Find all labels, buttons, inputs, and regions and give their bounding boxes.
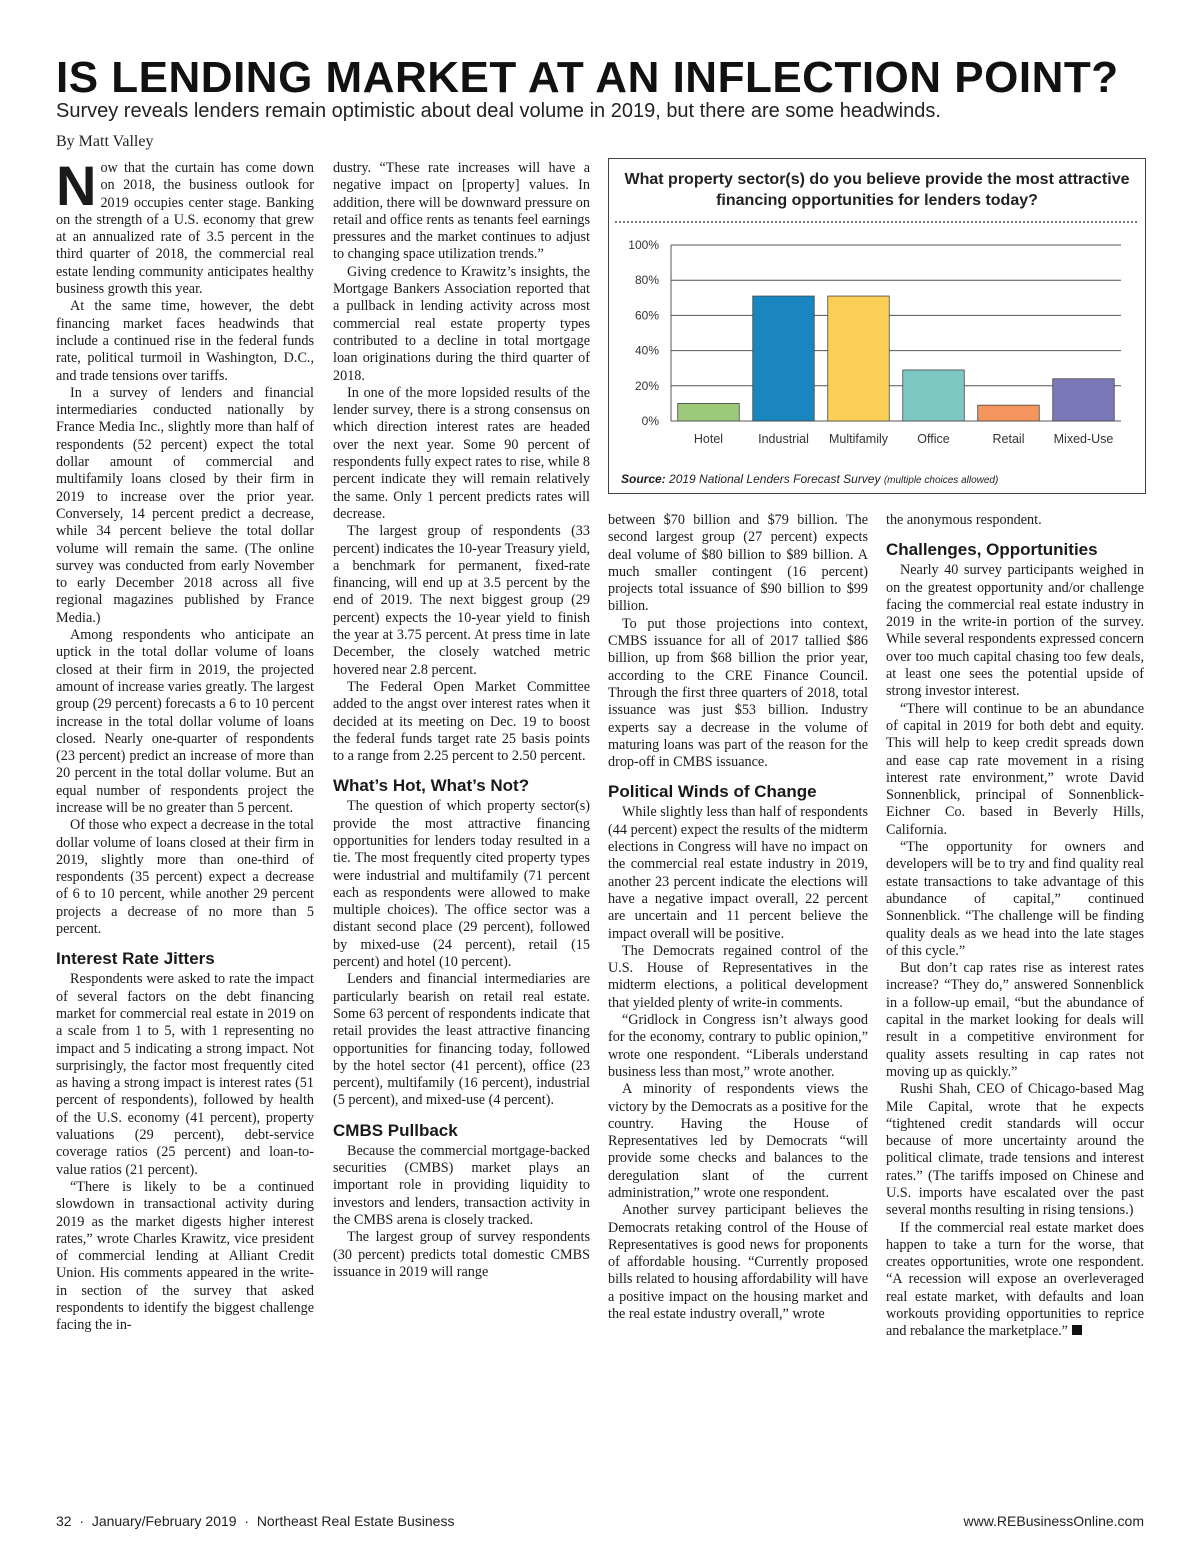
page-number: 32 xyxy=(56,1513,72,1529)
x-tick-label: Hotel xyxy=(693,432,724,446)
chart-source-label: Source: xyxy=(621,472,666,486)
paragraph: between $70 billion and $79 billion. The second largest group (27 percent) expects deal volume of $80 billion to $89 billion. A much smaller contingent (16 percent) projects total issuance of $90 billion to $99 billion. xyxy=(608,512,868,615)
y-tick-label: 60% xyxy=(634,308,659,323)
paragraph: The largest group of survey respondents (30 percent) predicts total domestic CMBS issuance in 2019 will range xyxy=(333,1229,590,1280)
paragraph: Of those who expect a decrease in the total dollar volume of loans closed at their firm in 2019, slightly more than one-third of respondents (35 percent) expect a decrease of 6 to 10 percent, while another 29 percent projects a decrease of no more than 5 percent. xyxy=(56,817,314,938)
footer-separator: · xyxy=(244,1513,250,1529)
paragraph: Now that the curtain has come down on 2018, the business outlook for 2019 occupies center stage. Banking on the strength of a U.S. economy that grew at an annualized rate of 3.5 percent in the third quarter of 2018, the commercial real estate lending community anticipates healthy business growth this year. xyxy=(56,154,314,298)
paragraph: Lenders and financial intermediaries are particularly bearish on retail real estate. Some 63 percent of respondents indicate that retail provides the least attractive financing opportunities for financing today, followed by the hotel sector (41 percent), office (23 percent), multifamily (16 percent), industrial (5 percent), and mixed-use (4 percent). xyxy=(333,971,590,1109)
paragraph: Giving credence to Krawitz’s insights, the Mortgage Bankers Association reported that a pullback in lending activity across most commercial real estate property types contributed to a decline in total mortgage loan originations during the third quarter of 2018. xyxy=(333,263,590,384)
paragraph: dustry. “These rate increases will have a negative impact on [property] values. In addition, there will be downward pressure on retail and office rents as tenants feel earnings pressures and the market continues to adjust to changing space utilization trends.” xyxy=(333,160,590,263)
bar-industrial xyxy=(753,296,815,421)
bar-mixed-use xyxy=(1053,379,1115,421)
x-tick-label: Industrial xyxy=(758,432,809,446)
paragraph: “Gridlock in Congress isn’t always good for the economy, contrary to public opinion,” wrote one respondent. “Liberals understand business less than most,” wrote another. xyxy=(608,1012,868,1080)
section-heading: What’s Hot, What’s Not? xyxy=(333,776,530,796)
y-tick-label: 80% xyxy=(634,273,659,288)
section-heading: Political Winds of Change xyxy=(608,782,817,802)
issue-date: January/February 2019 xyxy=(91,1513,237,1529)
headline: IS LENDING MARKET AT AN INFLECTION POINT? xyxy=(56,53,1119,102)
paragraph: But don’t cap rates rise as interest rates increase? “They do,” answered Sonnenblick in a follow-up email, “but the abundance of capital in the market looking for deals will result in a competitive environment for quality assets resulting in cap rates not moving up as quickly.” xyxy=(886,960,1144,1080)
paragraph: Rushi Shah, CEO of Chicago-based Mag Mile Capital, wrote that he expects “tightened credit standards will occur because of more uncertainty around the political climate, trade tensions and interest rates.” (The tariffs imposed on Chinese and U.S. imports have escalated over the past several months resulting in rising tensions.) xyxy=(886,1081,1144,1219)
article-column-3 xyxy=(608,512,868,1323)
paragraph: Among respondents who anticipate an uptick in the total dollar volume of loans closed at their firm in 2019, the projected amount of increase varies greatly. The largest group (29 percent) forecasts a 6 to 10 percent increase in the total dollar volume of loans closed. Nearly one-quarter of respondents (23 percent) predict an increase of more than 20 percent in the total dollar volume. But an equal number of respondents project the increase will be no greater than 5 percent. xyxy=(56,627,314,816)
x-tick-label: Retail xyxy=(992,432,1025,446)
paragraph: Nearly 40 survey participants weighed in on the greatest opportunity and/or challenge facing the commercial real estate industry in 2019 in the write-in portion of the survey. While several respondents expressed concern over too much capital chasing too few deals, at least one sees the potential upside of strong investor interest. xyxy=(886,562,1144,700)
bar-chart xyxy=(609,229,1145,459)
y-tick-label: 0% xyxy=(641,414,659,428)
article-column-4 xyxy=(886,512,1144,1341)
paragraph: The Democrats regained control of the U.S. House of Representatives in the midterm elections, a political development that yielded plenty of write-in comments. xyxy=(608,942,868,1011)
website-link[interactable]: www.REBusinessOnline.com xyxy=(963,1513,1144,1529)
chart-source-note: (multiple choices allowed) xyxy=(883,475,999,486)
paragraph: To put those projections into context, CMBS issuance for all of 2017 tallied $86 billion, up from $68 billion the prior year, according to the CRE Finance Council. Through the first three quarters of 2018, total issuance was just $53 billion. Industry experts say a decrease in the volume of maturing loans was part of the reason for the drop-off in CMBS issuance. xyxy=(608,615,868,771)
article-column-1 xyxy=(56,154,314,1335)
paragraph: “The opportunity for owners and developers will be to try and find quality real estate transactions to take advantage of this abundance of capital,” continued Sonnenblick. “The challenge will be finding quality deals as we head into the late stages of this cycle.” xyxy=(886,839,1144,959)
y-tick-label: 40% xyxy=(634,343,659,358)
bar-retail xyxy=(978,405,1040,421)
end-mark xyxy=(1072,1325,1082,1335)
bar-multifamily xyxy=(828,296,890,421)
drop-cap: N xyxy=(56,154,97,217)
bar-hotel xyxy=(678,403,740,421)
paragraph: The question of which property sector(s) provide the most attractive financing opportunities for lenders today resulted in a tie. The most frequently cited property types were industrial and multifamily (71 percent each as respondents were allowed to make multiple choices). The office sector was a distant second place (29 percent), followed by mixed-use (24 percent), retail (15 percent) and hotel (10 percent). xyxy=(333,798,590,971)
y-tick-label: 20% xyxy=(634,378,659,393)
paragraph: the anonymous respondent. xyxy=(886,512,1042,528)
chart-title: What property sector(s) do you believe provide the most attractive financing opportunities for lenders today? xyxy=(624,171,1130,209)
section-heading: CMBS Pullback xyxy=(333,1120,458,1140)
deck-subtitle: Survey reveals lenders remain optimistic about deal volume in 2019, but there are some headwinds. xyxy=(56,100,941,122)
chart-source-text: 2019 National Lenders Forecast Survey xyxy=(669,472,881,486)
footer-separator: · xyxy=(79,1513,85,1529)
section-heading: Interest Rate Jitters xyxy=(56,949,215,969)
paragraph: “There is likely to be a continued slowdown in transactional activity during 2019 as the market digests higher interest rates,” wrote Charles Krawitz, vice president of commercial lending at Alliant Credit Union. His comments appeared in the write-in section of the survey that asked respondents to identify the biggest challenge facing the in- xyxy=(56,1178,314,1334)
paragraph: Another survey participant believes the Democrats retaking control of the House of Representatives is good news for proponents of affordable housing. “Currently proposed bills related to housing affordability will have a positive impact on the housing market and the real estate industry overall,” wrote xyxy=(608,1202,868,1323)
paragraph: Because the commercial mortgage-backed securities (CMBS) market plays an important role in providing liquidity to investors and lenders, transaction activity in the CMBS arena is closely tracked. xyxy=(333,1142,590,1228)
paragraph: In a survey of lenders and financial intermediaries conducted nationally by France Media Inc., slightly more than half of respondents (52 percent) expect the total dollar amount of commercial and multifamily loans closed by their firm in 2019 to increase over the prior year. Conversely, 14 percent predict a decrease, while 34 percent believe the total dollar volume will remain the same. (The online survey was conducted from early November to early December 2018 across all five regional magazines published by France Media.) xyxy=(56,384,314,626)
paragraph: At the same time, however, the debt financing market faces headwinds that include a continued rise in the federal funds rate, political turmoil in Washington, D.C., and trade tensions over tariffs. xyxy=(56,298,314,384)
paragraph: The largest group of respondents (33 percent) indicates the 10-year Treasury yield, a benchmark for permanent, fixed-rate financing, will end up at 3.5 percent by the end of 2019. The next biggest group (29 percent) expects the 10-year yield to finish the year at 3.75 percent. At press time in late December, the closely watched metric hovered near 2.8 percent. xyxy=(333,523,590,678)
bar-office xyxy=(903,370,965,421)
paragraph: While slightly less than half of respondents (44 percent) expect the results of the midterm elections in Congress will have no impact on the commercial real estate industry in 2019, another 23 percent indicate the elections will have a negative impact overall, 22 percent are uncertain and 11 percent believe the impact overall will be positive. xyxy=(608,804,868,942)
x-tick-label: Multifamily xyxy=(828,432,889,446)
paragraph: In one of the more lopsided results of the lender survey, there is a strong consensus on which direction interest rates are headed over the next year. Some 90 percent of respondents fully expect rates to rise, while 8 percent indicate they will remain relatively the same. Only 1 percent predicts rates will decrease. xyxy=(333,384,590,522)
section-heading: Challenges, Opportunities xyxy=(886,540,1098,560)
paragraph: Respondents were asked to rate the impact of several factors on the debt financing market for commercial real estate in 2019 on a scale from 1 to 5, with 1 representing no impact and 5 indicating a strong impact. Not surprisingly, the factor most frequently cited as having a strong impact is interest rates (51 percent of respondents), followed by health of the U.S. economy (41 percent), property valuations (29 percent), debt-service coverage ratios (25 percent) and loan-to-value ratios (21 percent). xyxy=(56,971,314,1178)
x-tick-label: Office xyxy=(917,432,950,446)
chart-divider xyxy=(615,221,1137,223)
paragraph: “There will continue to be an abundance of capital in 2019 for both debt and equity. This will help to keep credit spreads down and ease cap rate movement in a rising interest rate environment,” wrote David Sonnenblick, principal of Sonnenblick-Eichner Co. based in Beverly Hills, California. xyxy=(886,700,1144,838)
paragraph: If the commercial real estate market does happen to take a turn for the worse, that creates opportunities, wrote one respondent. “A recession will expose an overleveraged real estate market, with defaults and loan workouts providing opportunities to reprice and rebalance the marketplace.” xyxy=(886,1219,1144,1340)
y-tick-label: 100% xyxy=(628,238,659,252)
publication-name: Northeast Real Estate Business xyxy=(256,1513,455,1529)
byline: By Matt Valley xyxy=(56,133,154,150)
chart-box xyxy=(608,158,1146,494)
paragraph: The Federal Open Market Committee added to the angst over interest rates when it decided at its meeting on Dec. 19 to boost the federal funds target rate 25 basis points to a range from 2.25 percent to 2.50 percent. xyxy=(333,678,590,765)
chart-source xyxy=(621,472,998,486)
article-column-2 xyxy=(333,160,590,1281)
paragraph: A minority of respondents views the victory by the Democrats as a positive for the country. Having the House of Representatives led by Democrats “will provide some checks and balances to the deregulation slant of the current administration,” wrote one respondent. xyxy=(608,1081,868,1201)
x-tick-label: Mixed-Use xyxy=(1053,432,1114,446)
footer-left xyxy=(56,1512,454,1530)
